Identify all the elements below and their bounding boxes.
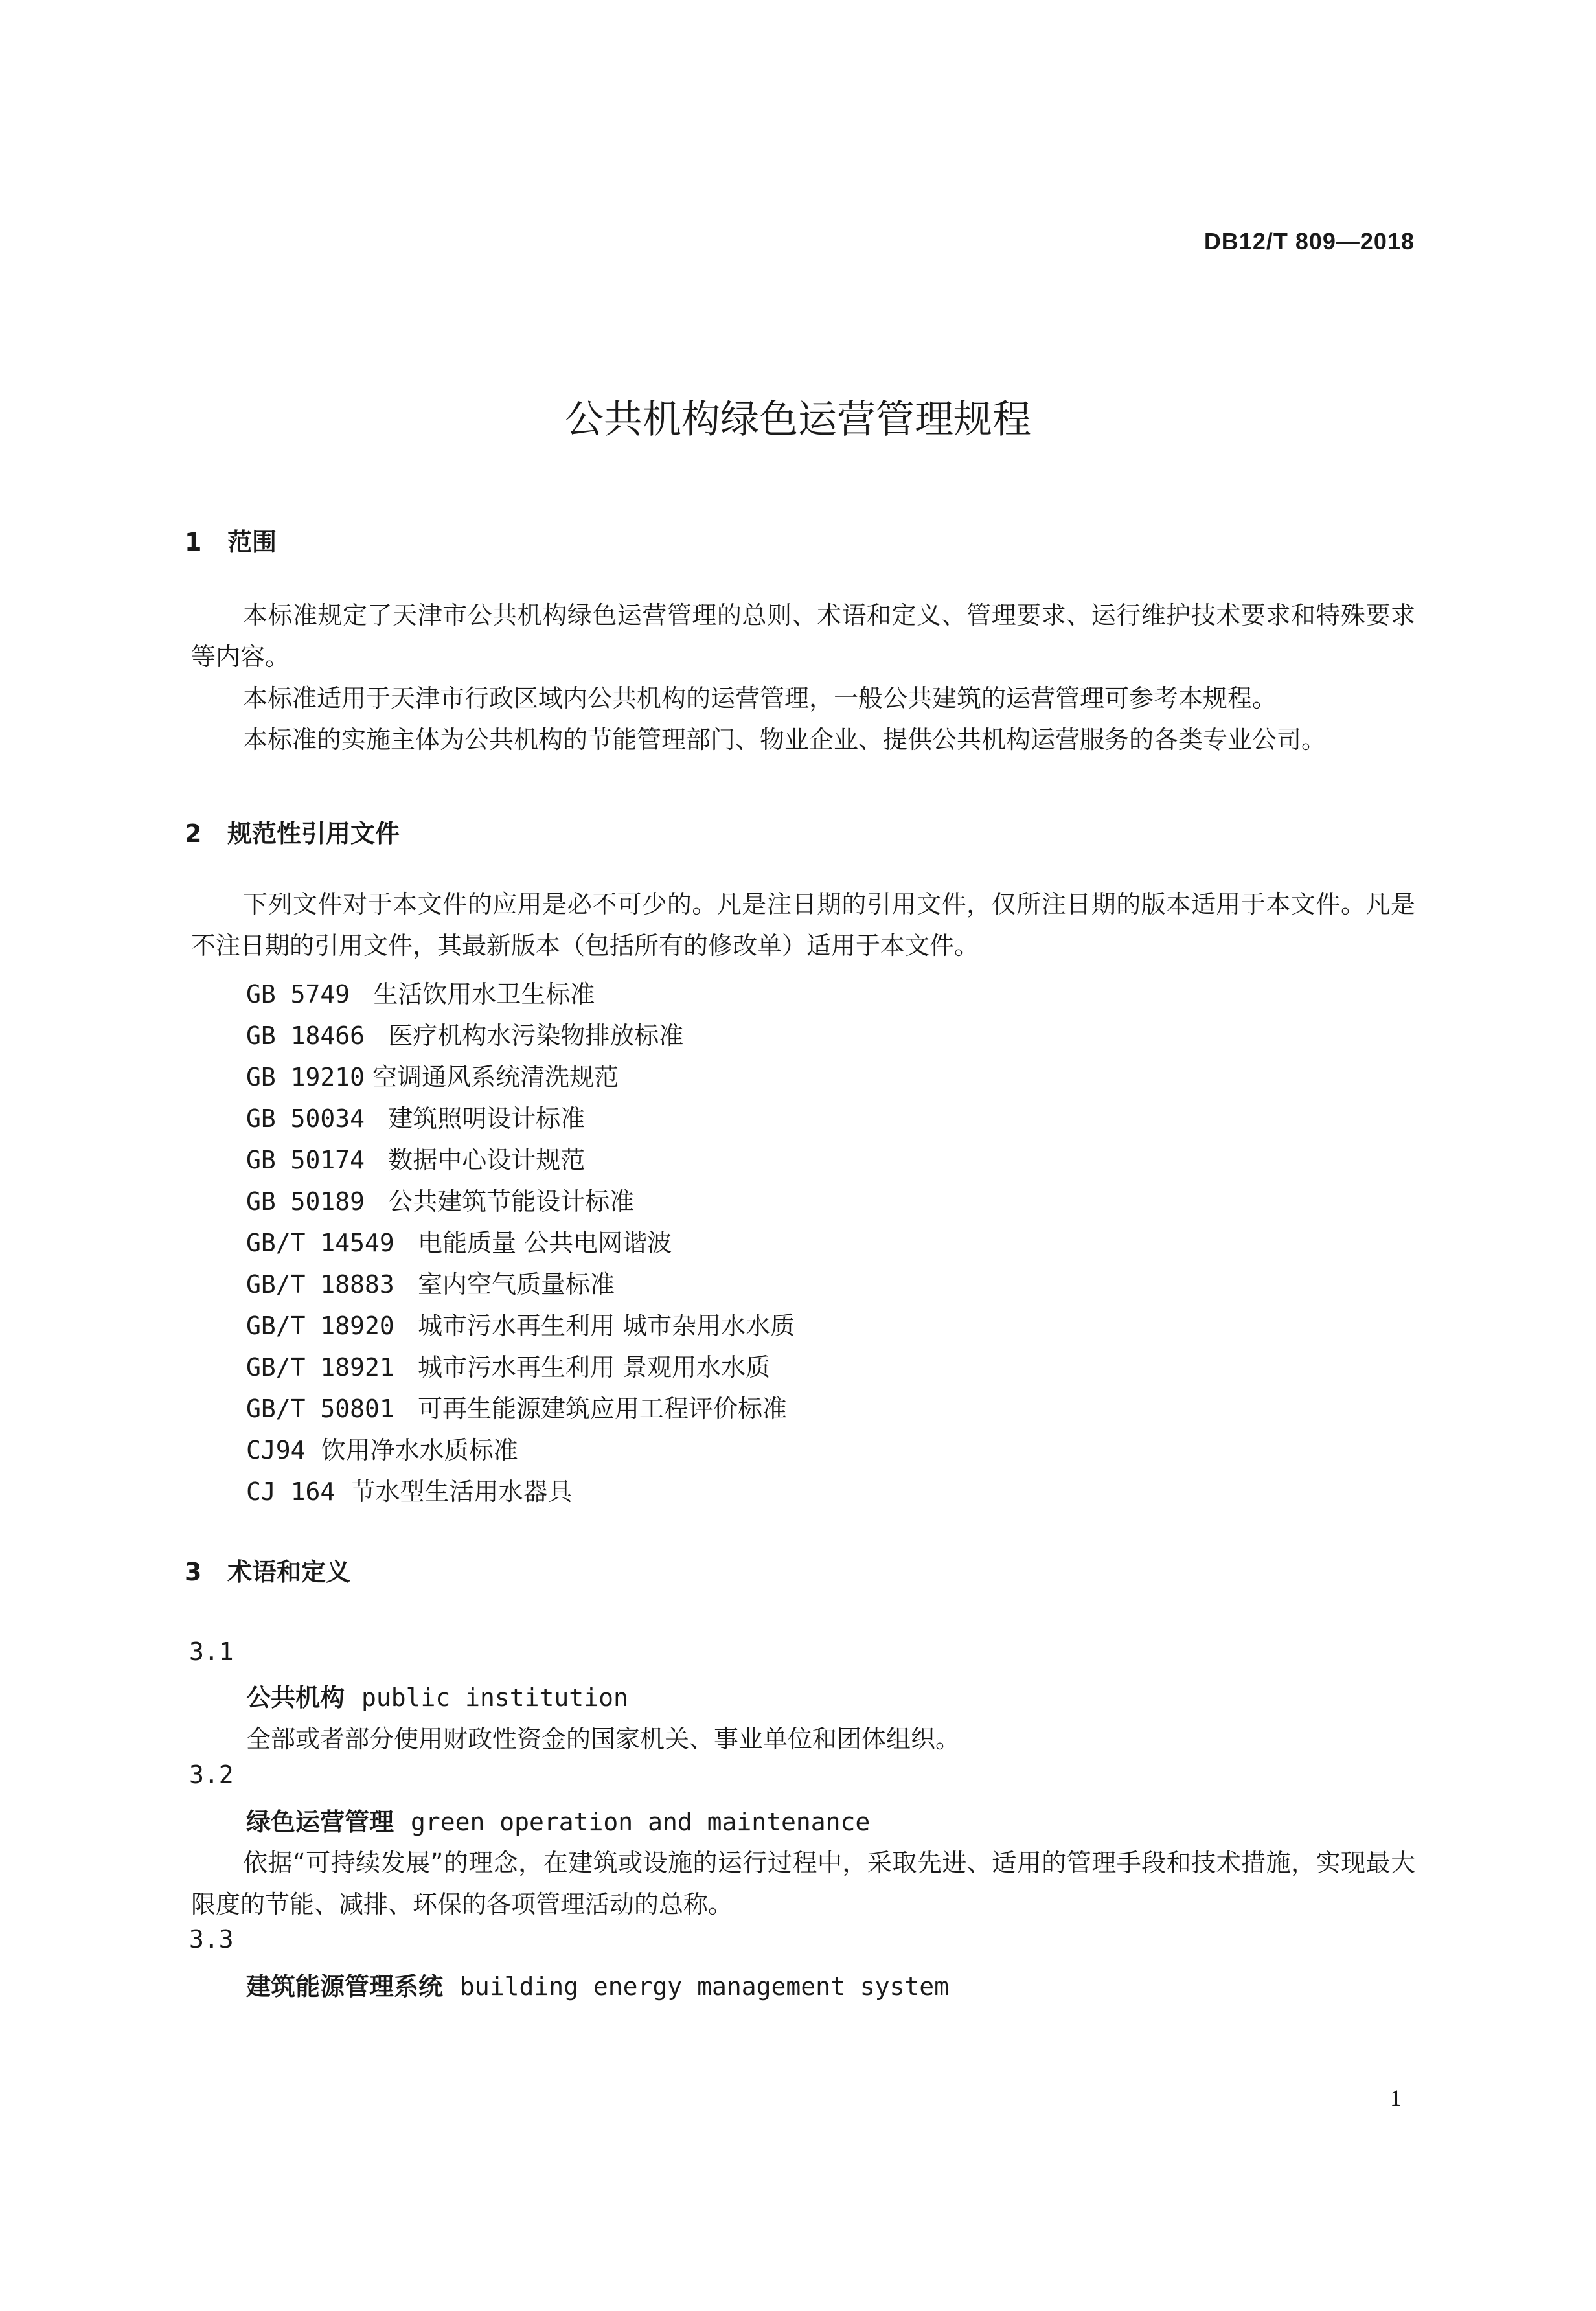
- reference-item: [246, 1264, 615, 1300]
- reference-item: [246, 1306, 795, 1341]
- reference-item: [246, 1347, 770, 1383]
- reference-code: GB 50034: [246, 1104, 365, 1133]
- reference-item: [246, 1472, 572, 1507]
- reference-title: 室内空气质量标准: [418, 1270, 615, 1299]
- term-entry: [246, 1678, 628, 1713]
- section-number: 3: [185, 1558, 202, 1586]
- reference-item: [246, 1057, 619, 1093]
- reference-code: GB/T 18920: [246, 1312, 394, 1340]
- reference-item: [246, 1181, 634, 1217]
- reference-title: 建筑照明设计标准: [388, 1104, 586, 1133]
- reference-title: 空调通风系统清洗规范: [372, 1063, 619, 1091]
- reference-title: 饮用净水水质标准: [321, 1436, 518, 1464]
- reference-item: [246, 1099, 585, 1134]
- term-number: 3.1: [189, 1637, 234, 1666]
- reference-code: GB 5749: [246, 980, 350, 1008]
- section-number: 1: [185, 528, 202, 556]
- reference-item: [246, 1223, 672, 1258]
- reference-code: GB/T 14549: [246, 1229, 394, 1257]
- section-2-intro: 下列文件对于本文件的应用是必不可少的。凡是注日期的引用文件，仅所注日期的版本适用于本文件。凡是不注日期的引用文件，其最新版本（包括所有的修改单）适用于本文件。: [191, 890, 1415, 960]
- reference-title: 城市污水再生利用 城市杂用水水质: [418, 1312, 795, 1340]
- term-definition: 依据“可持续发展”的理念，在建筑或设施的运行过程中，采取先进、适用的管理手段和技术措施，实现最大限度的节能、减排、环保的各项管理活动的总称。: [191, 1849, 1415, 1918]
- reference-title: 公共建筑节能设计标准: [388, 1187, 635, 1216]
- reference-title: 生活饮用水卫生标准: [373, 980, 595, 1008]
- section-title: 范围: [227, 528, 277, 556]
- reference-item: [246, 1389, 787, 1424]
- reference-code: GB/T 18883: [246, 1270, 394, 1299]
- term-entry: [246, 1802, 870, 1838]
- standard-code: DB12/T 809—2018: [1203, 228, 1415, 255]
- reference-title: 可再生能源建筑应用工程评价标准: [418, 1395, 788, 1423]
- reference-item: [246, 1140, 585, 1176]
- term-entry: [246, 1966, 949, 2002]
- reference-item: [246, 974, 595, 1010]
- reference-code: GB 50189: [246, 1187, 365, 1216]
- reference-code: CJ94: [246, 1436, 306, 1464]
- reference-code: GB/T 18921: [246, 1353, 394, 1382]
- reference-item: [246, 1016, 683, 1051]
- reference-code: GB 18466: [246, 1021, 365, 1050]
- term-definition: 全部或者部分使用财政性资金的国家机关、事业单位和团体组织。: [246, 1725, 961, 1753]
- reference-code: CJ 164: [246, 1477, 336, 1506]
- reference-title: 数据中心设计规范: [388, 1146, 586, 1174]
- section-2-heading: [185, 814, 400, 849]
- term-en: public institution: [361, 1683, 628, 1712]
- section-1-paragraph: 本标准的实施主体为公共机构的节能管理部门、物业企业、提供公共机构运营服务的各类专业公司。: [243, 725, 1327, 754]
- section-number: 2: [185, 819, 202, 848]
- page-number: 1: [1390, 2085, 1402, 2111]
- section-1-paragraph: 本标准适用于天津市行政区域内公共机构的运营管理，一般公共建筑的运营管理可参考本规程。: [243, 684, 1277, 712]
- reference-title: 节水型生活用水器具: [350, 1477, 573, 1506]
- document-title: 公共机构绿色运营管理规程: [565, 397, 1031, 442]
- term-zh: 绿色运营管理: [246, 1808, 394, 1836]
- reference-title: 城市污水再生利用 景观用水水质: [418, 1353, 771, 1382]
- term-zh: 建筑能源管理系统: [246, 1972, 444, 2001]
- section-1-paragraph: 本标准规定了天津市公共机构绿色运营管理的总则、术语和定义、管理要求、运行维护技术要求和特殊要求等内容。: [191, 601, 1415, 671]
- reference-title: 电能质量 公共电网谐波: [418, 1229, 672, 1257]
- term-en: building energy management system: [460, 1972, 949, 2001]
- term-zh: 公共机构: [246, 1683, 345, 1712]
- reference-code: GB 19210: [246, 1063, 365, 1091]
- reference-item: [246, 1430, 518, 1466]
- term-number: 3.3: [189, 1925, 234, 1953]
- term-number: 3.2: [189, 1760, 234, 1789]
- reference-title: 医疗机构水污染物排放标准: [388, 1021, 684, 1050]
- section-1-heading: [185, 522, 277, 558]
- term-en: green operation and maintenance: [411, 1808, 871, 1836]
- section-title: 术语和定义: [227, 1558, 351, 1586]
- section-3-heading: [185, 1552, 350, 1588]
- section-title: 规范性引用文件: [227, 819, 400, 848]
- reference-code: GB 50174: [246, 1146, 365, 1174]
- reference-code: GB/T 50801: [246, 1395, 394, 1423]
